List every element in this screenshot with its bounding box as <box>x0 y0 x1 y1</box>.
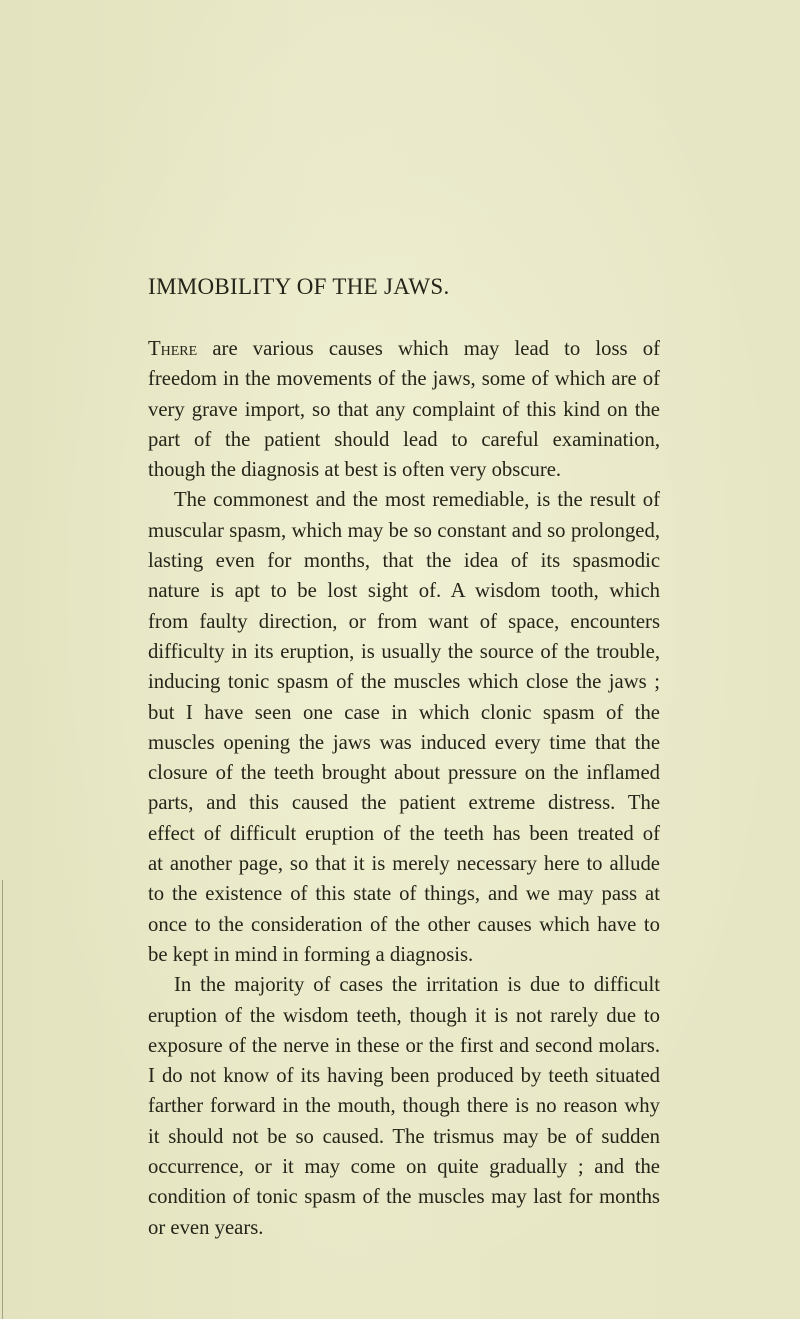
text-line: very grave import, so that any complaint of this kind on the <box>148 398 660 421</box>
text-line: at another page, so that it is merely necessary here to allude <box>148 853 660 876</box>
text-line: eruption of the wisdom teeth, though it is not rarely due to <box>148 1004 660 1027</box>
text-line: part of the patient should lead to careful examination, <box>148 428 660 451</box>
text-line: condition of tonic spasm of the muscles may last for months <box>148 1186 660 1209</box>
text-line: be kept in mind in forming a diagnosis. <box>148 943 474 966</box>
body-text <box>148 334 660 1243</box>
text-line: muscular spasm, which may be so constant and so prolonged, <box>148 519 660 542</box>
margin-rule <box>2 880 3 1319</box>
text-line: parts, and this caused the patient extreme distress. The <box>148 792 660 815</box>
text-line: lasting even for months, that the idea of its spasmodic <box>148 550 660 573</box>
text-line: once to the consideration of the other causes which have to <box>148 913 660 936</box>
lead-word: There <box>148 338 198 360</box>
text-line: closure of the teeth brought about pressure on the inflamed <box>148 762 660 785</box>
line-text: are various causes which may lead to loss of <box>197 338 660 360</box>
text-line: but I have seen one case in which clonic spasm of the <box>148 701 660 724</box>
text-line: inducing tonic spasm of the muscles which close the jaws ; <box>148 671 660 694</box>
text-line: In the majority of cases the irritation is due to difficult <box>174 974 660 997</box>
text-line: I do not know of its having been produced by teeth situated <box>148 1065 660 1088</box>
text-line: to the existence of this state of things, and we may pass at <box>148 883 660 906</box>
text-line <box>148 334 660 364</box>
text-line: farther forward in the mouth, though there is no reason why <box>148 1095 660 1118</box>
text-line: muscles opening the jaws was induced every time that the <box>148 731 660 754</box>
text-line: exposure of the nerve in these or the first and second molars. <box>148 1034 660 1057</box>
text-line: nature is apt to be lost sight of. A wisdom tooth, which <box>148 580 660 603</box>
text-line: it should not be so caused. The trismus may be of sudden <box>148 1125 660 1148</box>
text-line: occurrence, or it may come on quite gradually ; and the <box>148 1156 660 1179</box>
text-line: effect of difficult eruption of the teeth has been treated of <box>148 822 660 845</box>
text-line: difficulty in its eruption, is usually the source of the trouble, <box>148 640 660 663</box>
text-line: freedom in the movements of the jaws, some of which are of <box>148 368 660 391</box>
text-line: The commonest and the most remediable, is the result of <box>174 489 660 512</box>
text-line: though the diagnosis at best is often very obscure. <box>148 459 562 482</box>
text-line: from faulty direction, or from want of space, encounters <box>148 610 660 633</box>
text-line: or even years. <box>148 1216 264 1239</box>
chapter-title: IMMOBILITY OF THE JAWS. <box>148 274 450 299</box>
